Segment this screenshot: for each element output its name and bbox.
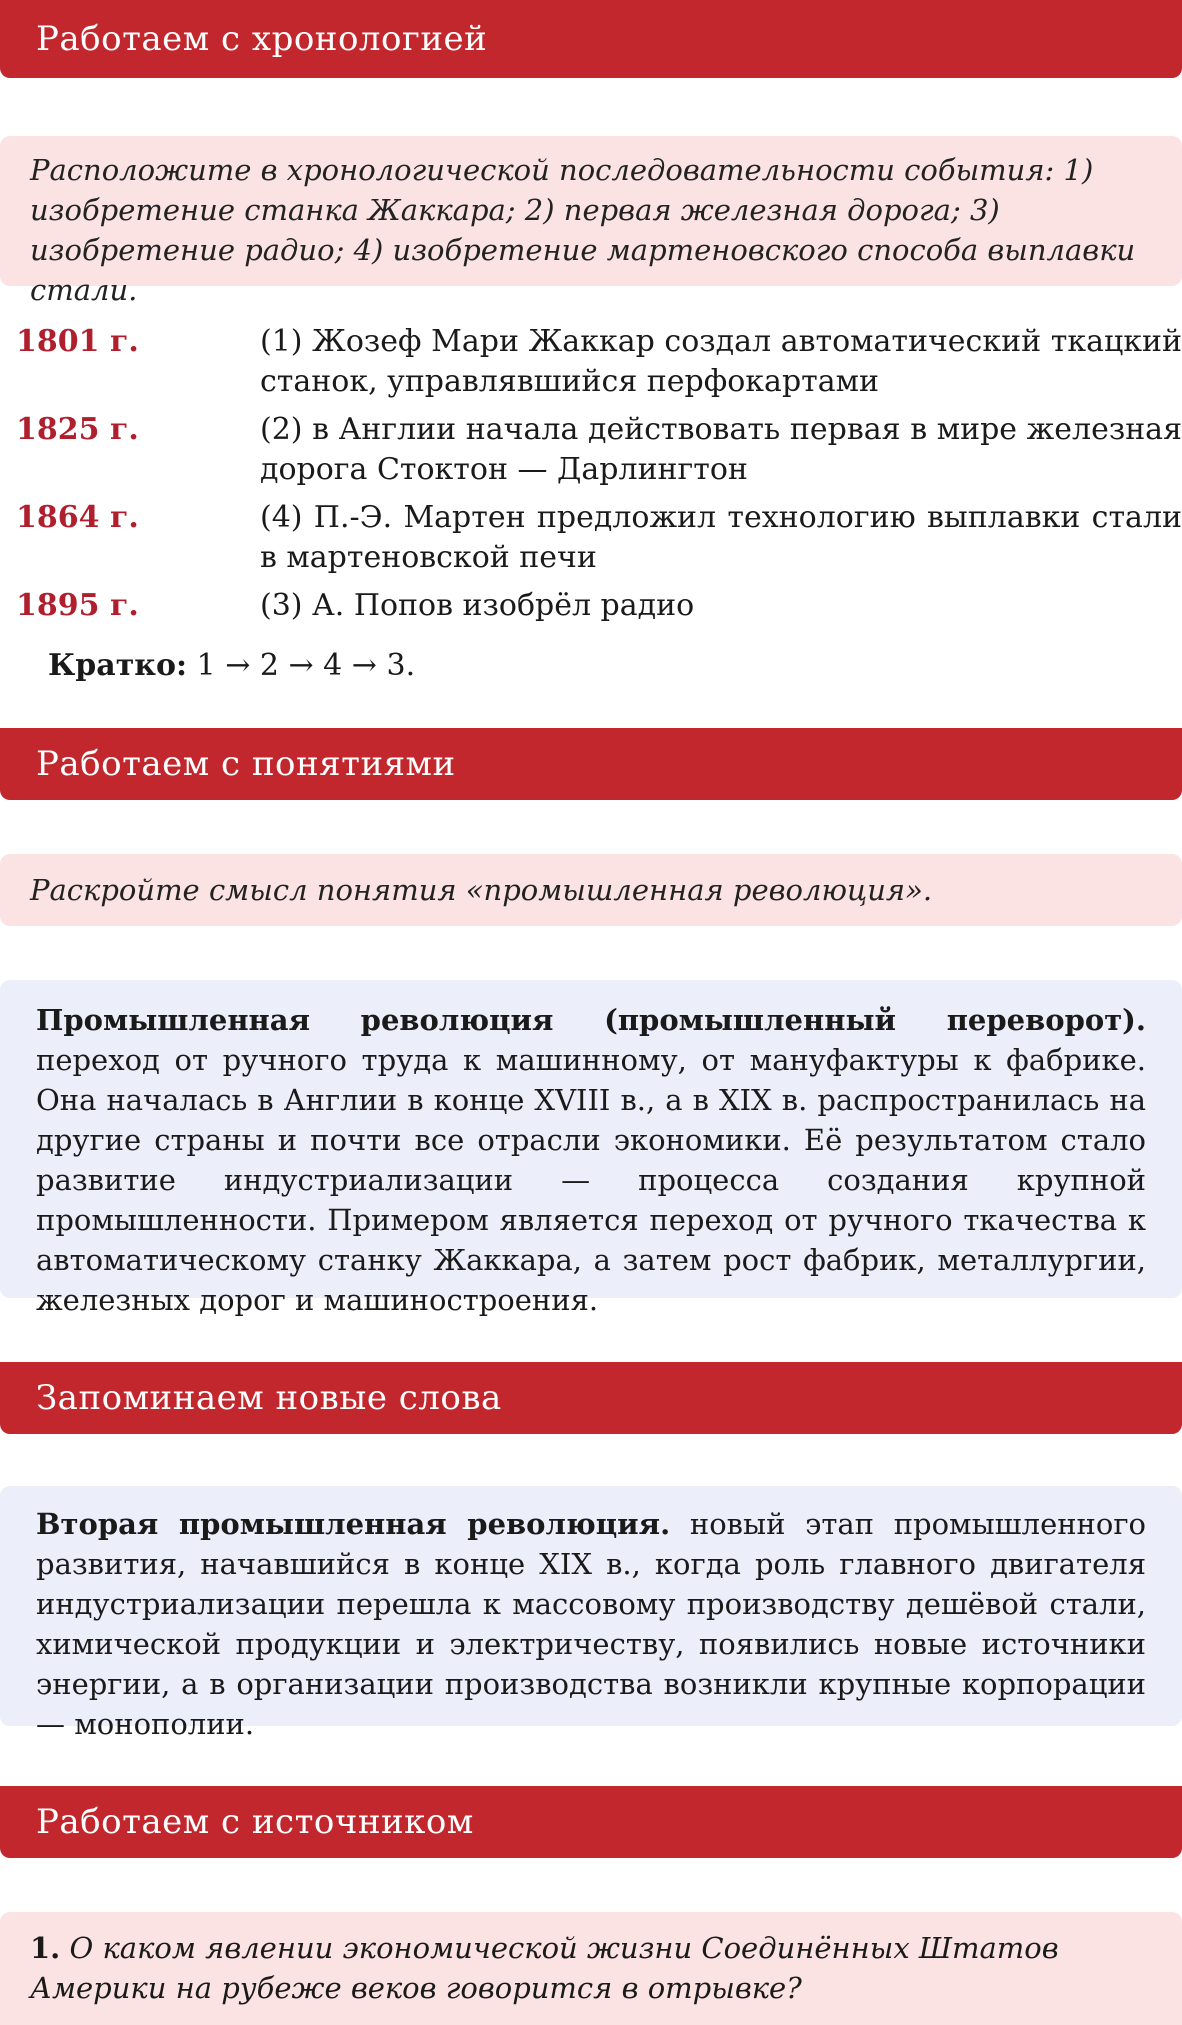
task-prompt-text: Расположите в хронологической последовательности события: 1) изобретение станка Жаккара; 2) первая железная дорога; 3) изобретение радио; 4) изобретение мартеновского способа выплавки стали. bbox=[30, 153, 1136, 307]
section-header-concepts bbox=[0, 728, 1182, 800]
concept-term: Промышленная революция (промышленный переворот). bbox=[36, 1003, 1146, 1037]
chronology-event: (1) Жозеф Мари Жаккар создал автоматический ткацкий станок, управлявшийся перфокартами bbox=[260, 324, 1182, 399]
chronology-row bbox=[0, 322, 1182, 402]
answer-concepts bbox=[0, 980, 1182, 1317]
chronology-row bbox=[0, 586, 1182, 626]
summary-label: Кратко: bbox=[48, 648, 188, 683]
section-title: Работаем с хронологией bbox=[36, 19, 488, 59]
chronology-row bbox=[0, 498, 1182, 578]
chronology-year: 1895 г. bbox=[16, 588, 139, 623]
section-title: Работаем с источником bbox=[36, 1802, 474, 1842]
chronology-summary bbox=[48, 646, 415, 686]
question-text: О каком явлении экономической жизни Соединённых Штатов Америки на рубеже веков говорится в отрывке? bbox=[30, 1931, 1059, 2005]
task-prompt-chronology bbox=[0, 136, 1182, 307]
section-header-new-words bbox=[0, 1362, 1182, 1434]
source-question bbox=[0, 1912, 1182, 2025]
section-header-source bbox=[0, 1786, 1182, 1858]
chronology-year: 1825 г. bbox=[16, 412, 139, 447]
chronology-event: (3) А. Попов изобрёл радио bbox=[260, 588, 695, 623]
task-prompt-text: Раскройте смысл понятия «промышленная революция». bbox=[30, 873, 933, 907]
chronology-event: (4) П.-Э. Мартен предложил технологию выплавки стали в мартеновской печи bbox=[260, 500, 1182, 575]
concept-definition: переход от ручного труда к машинному, от мануфактуры к фабрике. Она началась в Англии в конце XVIII в., а в XIX в. распространилась на другие страны и почти все отрасли экономики. Её результатом стало развитие индустриализации — процесса создания крупной промышленности. Примером является переход от ручного ткачества к автоматическому станку Жаккара, а затем рост фабрик, металлургии, железных дорог и машиностроения. bbox=[36, 1043, 1146, 1317]
chronology-year: 1864 г. bbox=[16, 500, 139, 535]
section-title: Работаем с понятиями bbox=[36, 744, 456, 784]
chronology-list bbox=[0, 322, 1182, 634]
summary-value: 1 → 2 → 4 → 3. bbox=[196, 648, 416, 683]
section-header-chronology bbox=[0, 0, 1182, 78]
chronology-row bbox=[0, 410, 1182, 490]
task-prompt-concepts bbox=[0, 854, 1182, 926]
chronology-year: 1801 г. bbox=[16, 324, 139, 359]
question-number: 1. bbox=[30, 1931, 61, 1965]
answer-new-words bbox=[0, 1486, 1182, 1741]
chronology-event: (2) в Англии начала действовать первая в мире железная дорога Стоктон — Дарлингтон bbox=[260, 412, 1182, 487]
section-title: Запоминаем новые слова bbox=[36, 1378, 502, 1418]
new-word-term: Вторая промышленная революция. bbox=[36, 1507, 671, 1541]
new-word-definition: новый этап промышленного развития, начавшийся в конце XIX в., когда роль главного двигателя индустриализации перешла к массовому производству дешёвой стали, химической продукции и электричеству, появились новые источники энергии, а в организации производства возникли крупные корпорации — монополии. bbox=[36, 1507, 1147, 1741]
